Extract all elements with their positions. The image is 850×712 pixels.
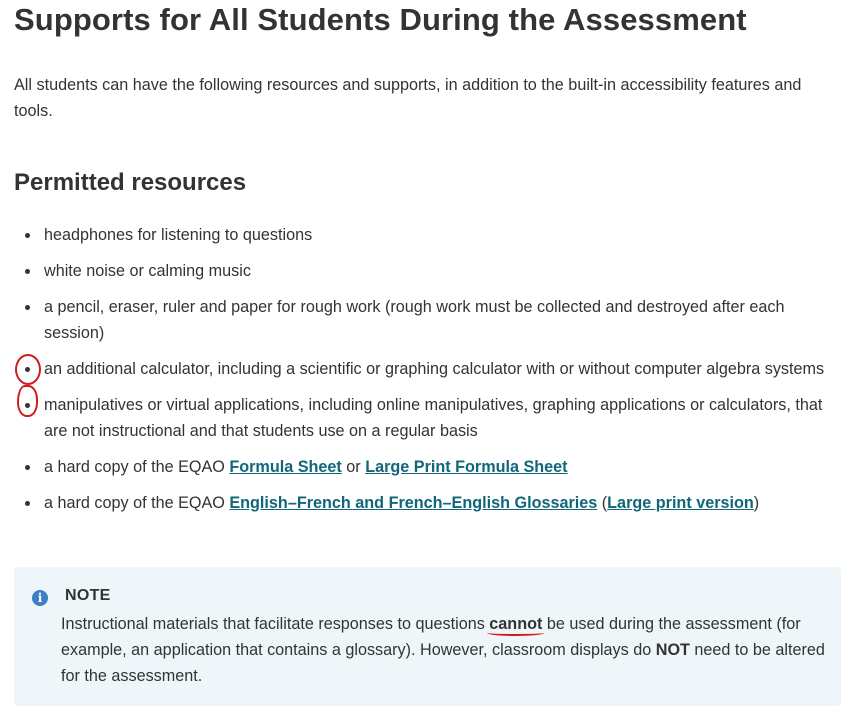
note-emphasis-not: NOT: [655, 641, 690, 659]
bullet: [25, 501, 30, 506]
hand-drawn-circle-annotation: [17, 385, 38, 417]
list-item: [14, 258, 842, 284]
section-heading: Permitted resources: [14, 169, 247, 196]
bullet: [25, 465, 30, 470]
large-print-version-link[interactable]: Large print version: [607, 494, 754, 512]
note-body: [61, 611, 831, 689]
note-text: be used during the assessment (for example, an application that contains a glossary). However, classroom displays do: [61, 615, 801, 659]
list-item-text: manipulatives or virtual applications, including online manipulatives, graphing applications or calculators, that are not instructional and that students use on a regular basis: [44, 396, 823, 440]
list-item-text: white noise or calming music: [44, 262, 251, 280]
list-item-text: headphones for listening to questions: [44, 226, 313, 244]
note-text: Instructional materials that facilitate responses to questions: [61, 615, 490, 633]
bullet: [25, 305, 30, 310]
list-item: [14, 356, 842, 382]
bullet: [25, 269, 30, 274]
glossaries-link[interactable]: English–French and French–English Glossaries: [229, 494, 598, 512]
page-title: Supports for All Students During the Assessment: [14, 2, 747, 37]
list-item-prefix: a hard copy of the EQAO: [44, 458, 230, 476]
list-item: [14, 392, 842, 444]
list-item-text: an additional calculator, including a scientific or graphing calculator with or without computer algebra systems: [44, 360, 825, 378]
list-item-connector: (: [597, 494, 608, 512]
info-icon: i: [32, 590, 48, 606]
list-item: [14, 454, 842, 480]
list-item: [14, 222, 842, 248]
bullet: [25, 233, 30, 238]
note-emphasis-text: cannot: [489, 615, 543, 633]
list-item-prefix: a hard copy of the EQAO: [44, 494, 230, 512]
list-item: [14, 294, 842, 346]
large-print-formula-sheet-link[interactable]: Large Print Formula Sheet: [365, 458, 568, 476]
note-emphasis-cannot: [489, 615, 542, 633]
hand-drawn-circle-annotation: [15, 354, 41, 385]
list-item-suffix: ): [753, 494, 760, 512]
hand-drawn-underline-annotation: [487, 630, 544, 636]
list-item: [14, 490, 842, 516]
list-item-connector: or: [341, 458, 366, 476]
note-text: need to be altered for the assessment.: [61, 641, 825, 685]
note-box: [14, 567, 841, 706]
formula-sheet-link[interactable]: Formula Sheet: [229, 458, 342, 476]
list-item-text: a pencil, eraser, ruler and paper for rough work (rough work must be collected and destroyed after each session): [44, 298, 785, 342]
permitted-resources-list: [14, 222, 842, 526]
note-title: NOTE: [65, 587, 111, 604]
intro-paragraph: All students can have the following resources and supports, in addition to the built-in accessibility features and tools.: [14, 76, 802, 120]
